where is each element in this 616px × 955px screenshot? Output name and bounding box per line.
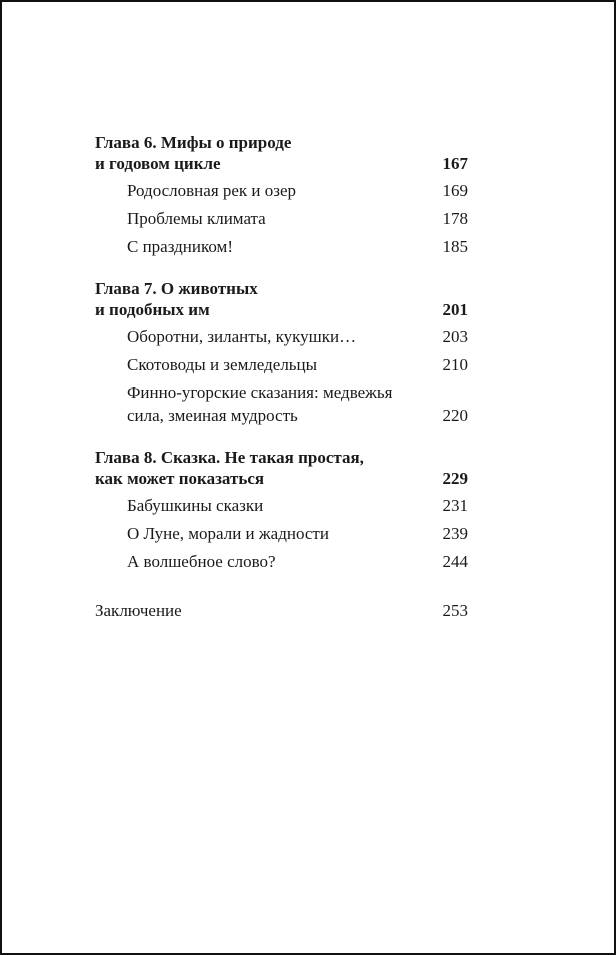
- section-entry: [95, 235, 468, 258]
- section-title: С праздником!: [127, 237, 233, 256]
- section-page-number: 178: [442, 209, 468, 228]
- chapter-7: [95, 278, 468, 427]
- section-title: Бабушкины сказки: [127, 496, 264, 515]
- conclusion-title: Заключение: [95, 601, 182, 620]
- chapter-page-number: 167: [442, 154, 468, 173]
- chapter-title-line1: Глава 7. О животных: [95, 279, 258, 298]
- chapter-title-line2: как может показаться: [95, 469, 265, 488]
- section-page-number: 244: [442, 552, 468, 571]
- chapter-title-line1: Глава 6. Мифы о природе: [95, 133, 292, 152]
- section-entry: [95, 353, 468, 376]
- section-title: Финно-угорские сказания: медвежья сила, змеиная мудрость: [127, 383, 393, 425]
- section-entry: [95, 179, 468, 202]
- section-entry: [95, 522, 468, 545]
- section-title: Проблемы климата: [127, 209, 266, 228]
- chapter-heading: [95, 447, 468, 489]
- section-page-number: 210: [442, 355, 468, 374]
- section-page-number: 231: [442, 496, 468, 515]
- section-entry: [95, 381, 468, 427]
- chapter-page-number: 229: [442, 469, 468, 488]
- table-of-contents: [95, 132, 468, 622]
- chapter-heading: [95, 132, 468, 174]
- section-page-number: 220: [442, 406, 468, 425]
- conclusion-entry: [95, 599, 468, 622]
- section-title: Оборотни, зиланты, кукушки…: [127, 327, 357, 346]
- section-page-number: 203: [442, 327, 468, 346]
- section-title: А волшебное слово?: [127, 552, 276, 571]
- chapter-title-line1: Глава 8. Сказка. Не такая простая,: [95, 448, 364, 467]
- conclusion-page-number: 253: [442, 601, 468, 620]
- section-entry: [95, 325, 468, 348]
- chapter-heading: [95, 278, 468, 320]
- section-entry: [95, 550, 468, 573]
- section-title: Родословная рек и озер: [127, 181, 297, 200]
- section-page-number: 169: [442, 181, 468, 200]
- chapter-title-line2: и годовом цикле: [95, 154, 221, 173]
- chapter-page-number: 201: [442, 300, 468, 319]
- section-entry: [95, 494, 468, 517]
- section-title: О Луне, морали и жадности: [127, 524, 329, 543]
- section-page-number: 185: [442, 237, 468, 256]
- chapter-title-line2: и подобных им: [95, 300, 210, 319]
- section-entry: [95, 207, 468, 230]
- section-title: Скотоводы и земледельцы: [127, 355, 318, 374]
- section-page-number: 239: [442, 524, 468, 543]
- chapter-8: [95, 447, 468, 573]
- chapter-6: [95, 132, 468, 258]
